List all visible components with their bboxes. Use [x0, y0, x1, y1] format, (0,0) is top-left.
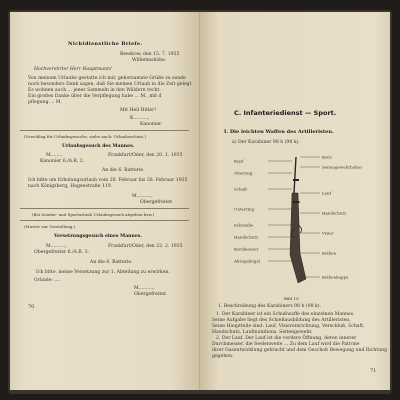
signature-name: M..........,	[134, 286, 155, 291]
request-line: Ich bitte, meine Versetzung zur 1. Abteilung zu erwirken.	[36, 270, 170, 275]
sender-name: M..........,	[46, 244, 67, 249]
note: (Vorschlag für Urlaubsgesuche, siehe auch: Urlaubsschein.)	[24, 134, 146, 139]
request-line: nach Königsberg, Hagenstraße 119.	[28, 184, 113, 189]
figure-label: Kolben	[322, 250, 337, 256]
section-title: I. Die leichten Waffen des Artilleristen.	[224, 129, 334, 135]
note: (Muster zur Vorstellung.)	[24, 224, 76, 229]
signature-name: M..........,	[132, 194, 153, 199]
letter-line: noch besonders Dank sagen, daß Sie meinen Urlaub in die Zeit gelegt	[28, 82, 192, 87]
sender-date: Frankfurt/Oder, den 20. 1. 1935	[108, 153, 183, 158]
page-number: 70	[28, 304, 35, 310]
figure-label: Handschutz	[234, 234, 259, 240]
description-line: gegeben.	[212, 354, 234, 359]
section-title: Versetzungsgesuch eines Mannes.	[54, 234, 142, 239]
description-line: ihrer Gasentwicklung gebracht und dem Geschoß Bewegung und Richtung	[212, 348, 388, 353]
figure-caption: Bild 19.	[284, 296, 300, 301]
figure-label: Unterring	[234, 206, 255, 212]
recipient: An die 6. Batterie.	[90, 260, 133, 265]
sender-rank: Obergefreiter 6./A.R. 3.	[34, 250, 90, 255]
right-page	[200, 12, 390, 390]
description-line: Handschutz, Laufmunitions, Seitengewehr.	[212, 330, 313, 335]
figure-label: Abzugsbügel	[234, 258, 261, 264]
figure-label: Kolbenkappe	[322, 274, 349, 280]
letter-line: Von meinem Urlaube gestatte ich mir, gehorsamste Grüße zu sende	[28, 76, 186, 81]
sender-unit: Kanonier 6./A.R. 3.	[40, 159, 85, 164]
figure-label: Kornbeisser	[234, 246, 259, 252]
figure-label: Schaft	[234, 186, 248, 192]
figure-label: Seitengewehrhalter	[322, 164, 363, 170]
closing-rank: Kanonier.	[140, 122, 163, 127]
left-page	[10, 12, 200, 390]
date-line: Beeskow, den 15. 7. 1935	[120, 52, 180, 57]
separator	[20, 130, 189, 131]
closing-name: K..........,	[130, 116, 150, 121]
figure-label: Korn	[322, 154, 332, 160]
sender-date: Frankfurt/Oder, den 22. 2. 1935	[108, 244, 183, 249]
description-line: 1. Der Karabiner ist ein Schußwaffe des einzelnen Mannes.	[216, 312, 355, 317]
sender-name: M.......,	[46, 153, 63, 158]
description-heading: 1. Beschreibung des Karabiners 98 b (98 k).	[218, 304, 321, 309]
note: (Bei Sonder- und Sporturlaub Urlaubsgesuch abgeben bzw.)	[32, 212, 155, 217]
letter-line: pflegung ... M.	[28, 100, 62, 105]
signature-rank: Obergefreiter.	[140, 200, 174, 205]
letter-line: Ein großes Danke über die Verpflegung habe ... M., mit d	[28, 94, 162, 99]
figure-label: Visier	[322, 230, 334, 236]
section-title: Urlaubsgesuch des Mannes.	[62, 144, 135, 149]
figure-label: Schraube	[234, 222, 254, 228]
page-number: 71	[370, 368, 377, 374]
letter-line: Es wohnen auch ... jenes Sammeln in den Wäldern recht.	[28, 88, 161, 93]
figure-label: Oberring	[234, 170, 253, 176]
description-line: 2. Der Lauf. Der Lauf ist die vordere Öffnung, deren innerer	[216, 336, 357, 341]
description-line: Seine Aufgabe liegt des Schießausbildung des Artilleristen,	[212, 318, 351, 323]
figure-label: Handschutz	[322, 210, 347, 216]
reasons-label: Gründe: ....	[34, 278, 61, 283]
letter-line: Mit Heil Hitler!	[120, 108, 157, 113]
description-line: Durchmesser, die Seelenweite ... Zu dem Lauf wird die Patrone	[212, 342, 360, 347]
chapter-title: C. Infanteriedienst — Sport.	[234, 109, 337, 117]
rifle-drawing	[290, 157, 306, 283]
place-line: Wilhelmshöhe.	[132, 58, 167, 63]
subsection-title: a) Der Karabiner 98 b (98 k).	[232, 140, 300, 145]
open-book	[8, 10, 392, 394]
signature-rank: Obergefreiter.	[134, 292, 168, 297]
description-line: Seine Hauptteile sind: Lauf, Visiereinrichtung, Verschluß, Schaft,	[212, 324, 365, 329]
figure-label: Lauf	[322, 190, 332, 196]
page-header: Nichtdienstliche Briefe.	[68, 41, 143, 47]
recipient: An die 6. Batterie.	[102, 168, 145, 173]
request-line: Ich bitte um Erholungsurlaub vom 20. Februar bis 28. Februar 1935	[28, 178, 188, 183]
separator	[20, 208, 189, 209]
rifle-diagram	[220, 153, 380, 293]
separator	[20, 220, 189, 221]
salutation: Hochverehrter Herr Hauptmann!	[34, 67, 112, 72]
figure-label: Kopf	[234, 158, 244, 164]
